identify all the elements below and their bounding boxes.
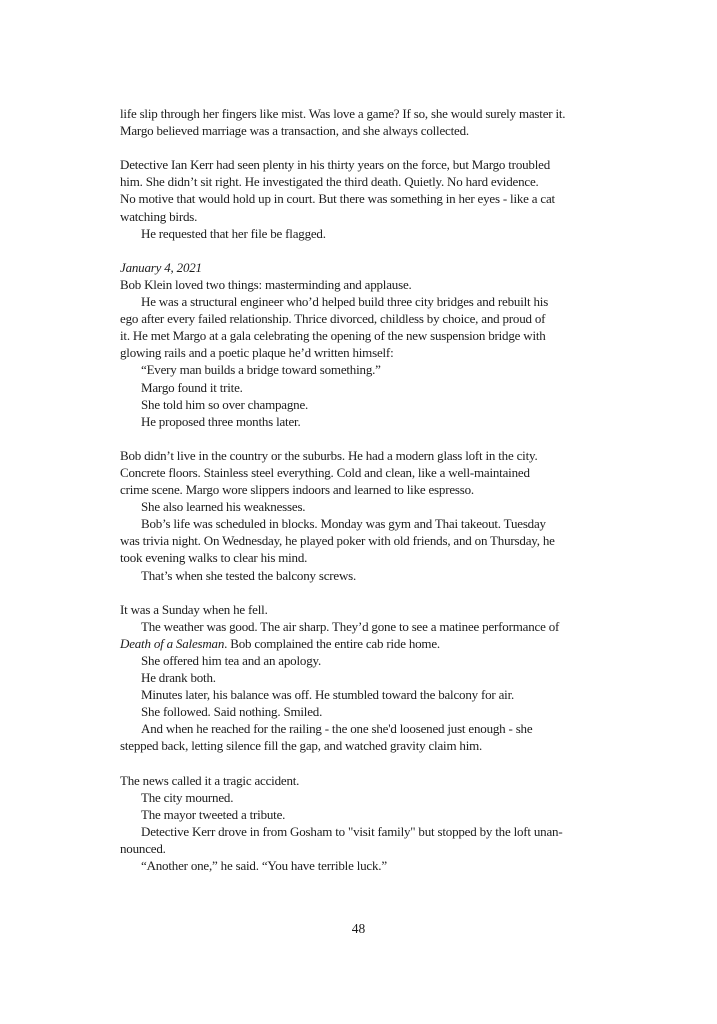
text-segment: him. She didn’t sit right. He investigated the third death. Quietly. No hard evidence.	[120, 174, 539, 190]
text-segment: “Every man builds a bridge toward something.”	[141, 362, 381, 378]
blank-line	[120, 139, 695, 156]
blank-line	[120, 430, 695, 447]
text-segment: Bob’s life was scheduled in blocks. Monday was gym and Thai takeout. Tuesday	[141, 516, 546, 532]
text-line	[120, 618, 695, 635]
text-segment: Detective Kerr drove in from Gosham to "visit family" but stopped by the loft unan-	[141, 823, 563, 839]
text-segment: She followed. Said nothing. Smiled.	[141, 704, 323, 720]
text-segment: Margo found it trite.	[141, 379, 243, 395]
text-segment: January 4, 2021	[120, 259, 202, 275]
text-segment: stepped back, letting silence fill the gap, and watched gravity claim him.	[120, 738, 483, 754]
text-line	[120, 344, 695, 361]
text-line	[120, 772, 695, 789]
text-segment: “Another one,” he said. “You have terrible luck.”	[141, 858, 387, 874]
text-line	[120, 413, 695, 430]
text-line	[120, 310, 695, 327]
text-segment: He proposed three months later.	[141, 413, 301, 429]
text-segment: The news called it a tragic accident.	[120, 772, 300, 788]
text-line	[120, 737, 695, 754]
text-segment: watching birds.	[120, 208, 198, 224]
text-line	[120, 789, 695, 806]
text-line	[120, 122, 695, 139]
text-segment: glowing rails and a poetic plaque he’d written himself:	[120, 345, 394, 361]
text-line	[120, 225, 695, 242]
text-segment: took evening walks to clear his mind.	[120, 550, 308, 566]
text-segment: Detective Ian Kerr had seen plenty in his thirty years on the force, but Margo troubled	[120, 157, 550, 173]
text-line	[120, 293, 695, 310]
text-line	[120, 105, 695, 122]
text-segment: was trivia night. On Wednesday, he played poker with old friends, and on Thursday, he	[120, 533, 555, 549]
text-line	[120, 686, 695, 703]
text-line	[120, 857, 695, 874]
text-line	[120, 515, 695, 532]
text-segment: He was a structural engineer who’d helped build three city bridges and rebuilt his	[141, 294, 549, 310]
text-line	[120, 498, 695, 515]
text-line	[120, 703, 695, 720]
text-line	[120, 447, 695, 464]
text-line	[120, 652, 695, 669]
text-line	[120, 806, 695, 823]
text-line	[120, 532, 695, 549]
text-line	[120, 464, 695, 481]
text-line	[120, 635, 695, 652]
text-segment: She told him so over champagne.	[141, 396, 309, 412]
blank-line	[120, 242, 695, 259]
text-segment: Concrete floors. Stainless steel everything. Cold and clean, like a well-maintained	[120, 464, 530, 480]
text-segment: The weather was good. The air sharp. They’d gone to see a matinee performance of	[141, 618, 560, 634]
text-line	[120, 190, 695, 207]
text-line	[120, 823, 695, 840]
text-line	[120, 396, 695, 413]
blank-line	[120, 584, 695, 601]
text-line	[120, 481, 695, 498]
text-segment: Margo believed marriage was a transaction, and she always collected.	[120, 123, 469, 139]
text-segment: crime scene. Margo wore slippers indoors and learned to like espresso.	[120, 482, 474, 498]
page-number: 48	[351, 921, 366, 936]
text-line	[120, 840, 695, 857]
text-segment: She also learned his weaknesses.	[141, 499, 306, 515]
text-segment: life slip through her fingers like mist. Was love a game? If so, she would surely master it.	[120, 106, 566, 121]
text-line	[120, 720, 695, 737]
text-line	[120, 669, 695, 686]
text-line	[120, 259, 695, 276]
text-segment: Bob didn’t live in the country or the suburbs. He had a modern glass loft in the city.	[120, 447, 538, 463]
text-line	[120, 601, 695, 618]
text-segment: And when he reached for the railing - the one she'd loosened just enough - she	[141, 721, 533, 737]
text-line	[120, 327, 695, 344]
text-segment: It was a Sunday when he fell.	[120, 601, 268, 617]
text-segment: The mayor tweeted a tribute.	[141, 806, 286, 822]
text-line	[120, 156, 695, 173]
text-line	[120, 276, 695, 293]
text-segment: Bob Klein loved two things: masterminding and applause.	[120, 276, 412, 292]
text-line	[120, 173, 695, 190]
text-segment: ego after every failed relationship. Thrice divorced, childless by choice, and proud of	[120, 311, 546, 327]
text-segment: Death of a Salesman	[120, 635, 225, 651]
text-line	[120, 361, 695, 378]
text-segment: That’s when she tested the balcony screws.	[141, 567, 357, 583]
text-line	[120, 208, 695, 225]
text-line	[120, 549, 695, 566]
text-segment: . Bob complained the entire cab ride home.	[224, 635, 440, 651]
blank-line	[120, 755, 695, 772]
text-segment: No motive that would hold up in court. But there was something in her eyes - like a cat	[120, 191, 555, 207]
text-line	[120, 379, 695, 396]
text-segment: nounced.	[120, 841, 166, 857]
text-segment: He drank both.	[141, 670, 216, 686]
text-segment: The city mourned.	[141, 789, 234, 805]
text-segment: it. He met Margo at a gala celebrating the opening of the new suspension bridge with	[120, 328, 546, 344]
body-text-block	[120, 105, 695, 874]
text-line	[120, 567, 695, 584]
text-segment: She offered him tea and an apology.	[141, 653, 321, 668]
text-segment: He requested that her file be flagged.	[141, 225, 326, 241]
text-segment: Minutes later, his balance was off. He stumbled toward the balcony for air.	[141, 687, 515, 703]
